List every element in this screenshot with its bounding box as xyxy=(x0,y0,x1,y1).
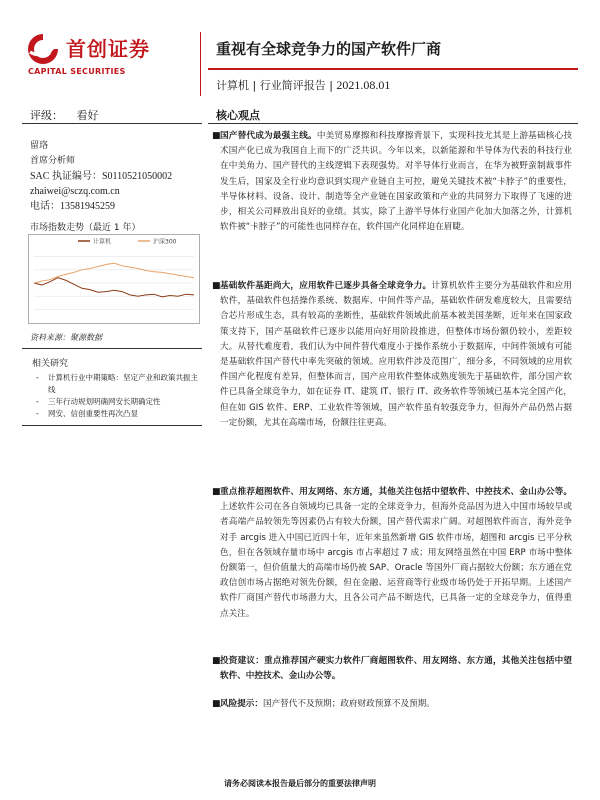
paragraph-lead: 重点推荐超图软件、用友网络、东方通，其他关注包括中望软件、中控技术、金山办公等。 xyxy=(220,487,572,497)
bullet-icon: ■ xyxy=(212,487,221,497)
report-date: 2021.08.01 xyxy=(336,78,391,92)
bullet-icon: ■ xyxy=(212,281,221,291)
related-research-item[interactable]: - 三年行动规划明确网安长期确定性 xyxy=(36,396,200,408)
core-point-paragraph xyxy=(212,279,572,431)
core-point-paragraph xyxy=(212,697,572,712)
related-research-item[interactable]: - 网安、信创重要性再次凸显 xyxy=(36,408,200,420)
core-point-paragraph xyxy=(212,654,572,684)
rating xyxy=(30,107,99,123)
rating-value: 看好 xyxy=(76,109,99,122)
logo-text-cn: 首创证券 xyxy=(66,37,150,61)
paragraph-lead: 投资建议：重点推荐国产硬实力软件厂商超图软件、用友网络、东方通，其他关注包括中望软件、中控技术、金山办公等。 xyxy=(220,656,572,682)
title-rule xyxy=(208,68,578,70)
report-meta xyxy=(216,77,390,93)
related-research-item[interactable]: - 计算机行业中期策略：坚定产业和政策共振主线 xyxy=(36,372,200,396)
core-point-paragraph xyxy=(212,485,572,622)
related-research-list xyxy=(36,372,200,420)
report-title: 重视有全球竞争力的国产软件厂商 xyxy=(216,40,442,58)
analyst-email[interactable]: zhaiwei@sczq.com.cn xyxy=(30,186,120,197)
logo-text-en: CAPITAL SECURITIES xyxy=(28,67,126,76)
index-trend-chart xyxy=(28,234,200,324)
section-title: 核心观点 xyxy=(216,109,260,122)
analyst-info xyxy=(30,139,172,214)
company-logo-icon xyxy=(26,32,60,66)
paragraph-body: 中美贸易摩擦和科技摩擦背景下，实现科技尤其是上游基础核心技术国产化已成为我国自上而下的广泛共识。今年以来，以新能源和半导体为代表的科技行业在中美角力、国产替代的主线逻辑下表现强势。对半导体行业而言，在华为被野蛮制裁事件发生后，国家及全行业均意识到实现产业链自主可控，避免关键技术被“卡脖子”的重要性，半导体材料、设备、设计、制造等全产业链在国家政策和产业的共同努力下取得了飞速的进步，相关公司释放出良好的业绩。其实，除了上游半导体行业国产化加大加落之外，计算机软件被“卡脖子”的可能性也同样存在，软件国产化同样迫在眉睫。 xyxy=(220,131,572,233)
analyst-name: 留珞 xyxy=(30,141,49,151)
analyst-role: 首席分析师 xyxy=(30,156,76,166)
legend-label: 沪深300 xyxy=(153,238,177,246)
related-research-title: 相关研究 xyxy=(32,359,69,369)
left-divider xyxy=(22,348,202,349)
report-category: 计算机 | 行业简评报告 | xyxy=(216,79,333,92)
paragraph-lead: 风险提示： xyxy=(220,699,263,709)
analyst-phone: 电话：13581945259 xyxy=(30,201,115,212)
chart-title: 市场指数走势（最近 1 年） xyxy=(30,223,141,233)
rating-label: 评级： xyxy=(30,109,63,122)
paragraph-lead: 国产替代成为最强主线。 xyxy=(220,131,317,141)
paragraph-body: 计算机软件主要分为基础软件和应用软件，基础软件包括操作系统、数据库、中间件等产品，基础软件研发难度较大，且需要结合芯片形成生态，具有较高的垄断性，基础软件领域此前基本被美国垄断，近年来在国家政策支持下，国产基础软件已逐步以能用向好用阶段推进，但整体市场份额仍较小，差距较大。从替代难度看，我们认为中间件替代难度小于操作系统小于数据库，中间件领域有可能是基础软件国产替代中率先突破的领域。应用软件涉及范围广，细分多，不同领域的应用软件国产化程度有差异，但整体而言，国产应用软件整体成熟度领先于基础软件，部分国产软件已具备全球竞争力，如在证券 IT、建筑 IT、银行 IT、政务软件等领域已基本完全国产化，但在如 GIS 软件、ERP、工业软件等领域，国产软件虽有较强竞争力，但海外产品仍然占据一定份额，尤其在高端市场，份额往往更高。 xyxy=(220,281,572,428)
paragraph-lead: 基础软件基距尚大，应用软件已逐步具备全球竞争力。 xyxy=(220,281,432,291)
chart-source: 资料来源：聚源数据 xyxy=(30,333,102,342)
legal-footer: 请务必阅读本报告最后部分的重要法律声明 xyxy=(224,779,376,788)
left-divider xyxy=(22,425,202,426)
legend-label: 计算机 xyxy=(93,238,112,246)
paragraph-body: 上述软件公司在各自领域均已具备一定的全球竞争力，但海外竞品因为进入中国市场较早或者高端产品较领先等因素仍占有较大份额，国产替代需求广阔。对超图软件而言，海外竞争对手 arcgis 进入中国已近四十年，近年来虽然新增 GIS 软件市场，超图和 arcgis 已平分秋色，但在各领域存量市场中 arcgis 市占率超过 7 成；用友网络虽然在中国 ERP 市场中整体份额第一，但价值量大的高端市场仍被 SAP、Oracle 等国外厂商占据较大份额；东方通在党政信创市场占据绝对领先份额，但在金融、运营商等行业级市场仍处于开拓早期。上述国产软件厂商国产替代市场潜力大，且各公司产品不断迭代，已具备一定的全球竞争力，值得重点关注。 xyxy=(220,502,572,619)
bullet-icon: ■ xyxy=(212,131,221,141)
core-point-paragraph xyxy=(212,129,572,235)
bullet-icon: ■ xyxy=(212,656,221,666)
bullet-icon: ■ xyxy=(212,699,221,709)
chart-frame xyxy=(29,235,200,324)
section-rule xyxy=(208,123,578,124)
left-divider xyxy=(22,123,202,124)
header-divider xyxy=(200,32,201,96)
analyst-cert: SAC 执证编号：S0110521050002 xyxy=(30,171,173,182)
paragraph-body: 国产替代不及预期；政府财政预算不及预期。 xyxy=(262,699,435,709)
